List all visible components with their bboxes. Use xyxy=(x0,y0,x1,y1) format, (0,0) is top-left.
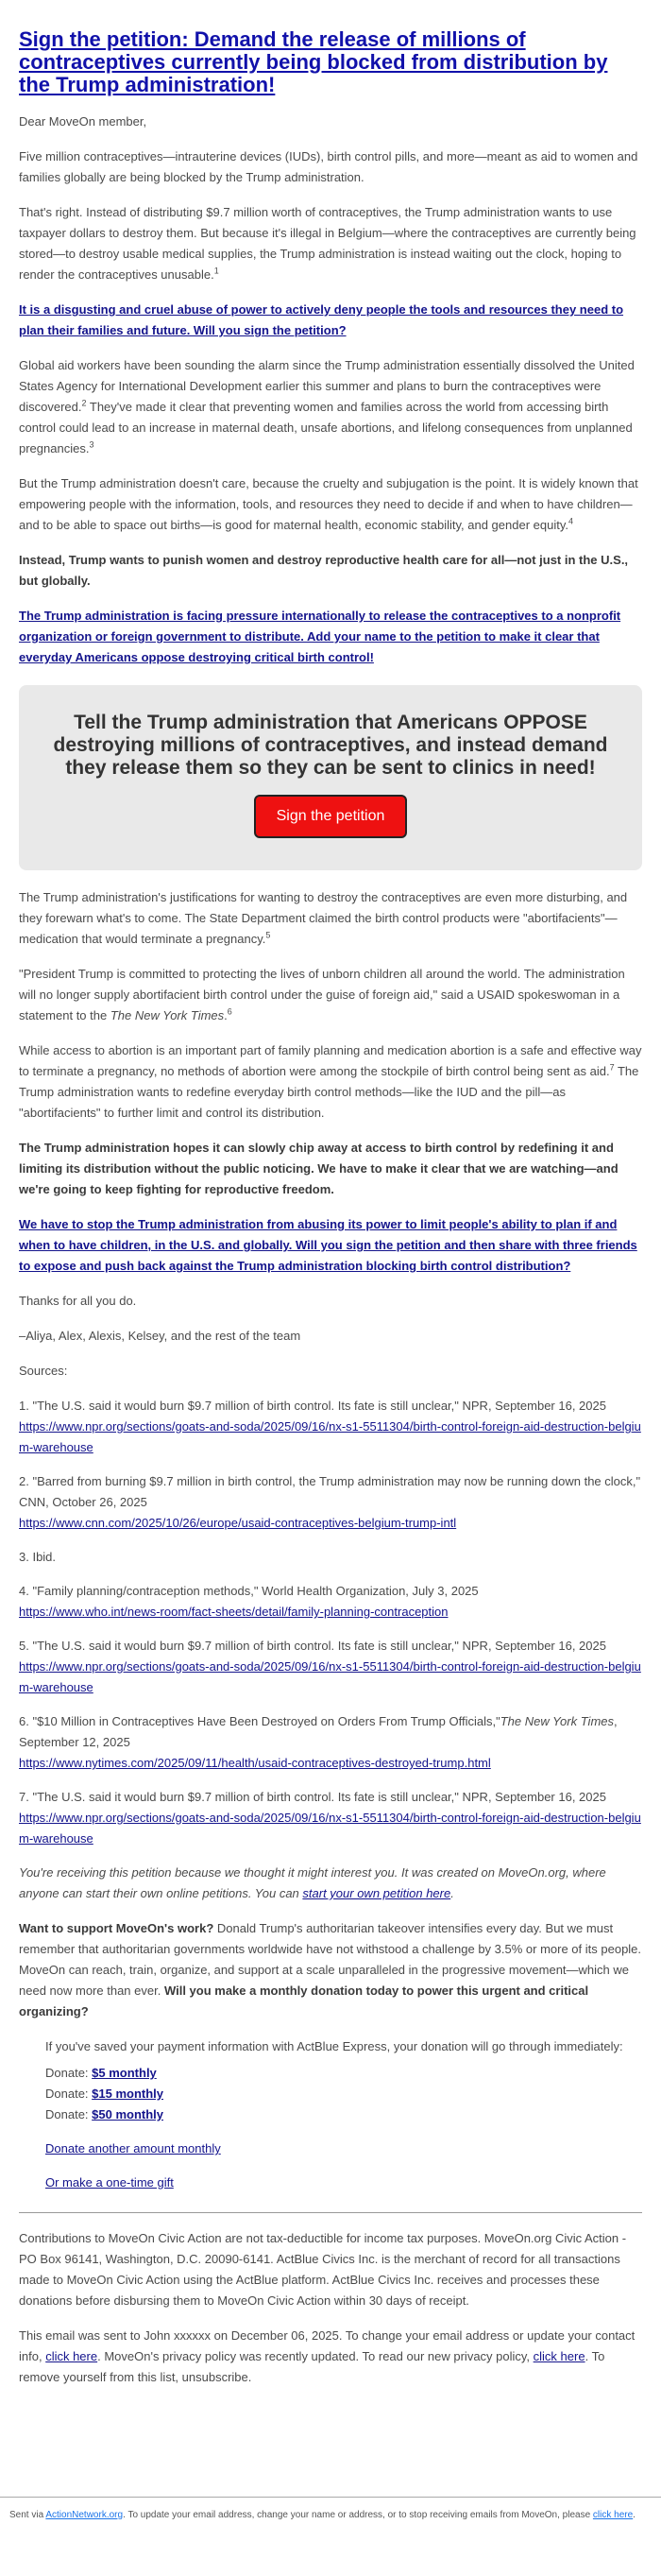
source-item xyxy=(19,1547,642,1568)
support-lead: Want to support MoveOn's work? xyxy=(19,1921,214,1935)
support-paragraph xyxy=(19,1918,642,2022)
donate-label: Donate: xyxy=(45,2087,93,2101)
receiving-note-text: You're receiving this petition because we thought it might interest you. It was created on MoveOn.org, where anyone can start their own online petitions. You can xyxy=(19,1865,606,1900)
footnote-ref: 5 xyxy=(265,930,271,940)
sent-to-text-a: This email was sent to John xxxxxx on December 06, 2025. To change your email address or update your contact info, xyxy=(19,2328,636,2363)
support-body: Donald Trump's authoritarian takeover intensifies every day. But we must remember that authoritarian governments worldwide have not withstood a challenge by 3.5% or more of its people. MoveOn can reach, train, organize, and support at a scale unparalleled in the progressive movement—which we need now more than ever. xyxy=(19,1921,642,1998)
source-date: , September 12, 2025 xyxy=(19,1714,618,1749)
donate-row xyxy=(45,2104,642,2125)
source-citation: 1. "The U.S. said it would burn $9.7 million of birth control. Its fate is still unclear," NPR, September 16, 2025 xyxy=(19,1399,606,1413)
legal-disclaimer: Contributions to MoveOn Civic Action are not tax-deductible for income tax purposes. MoveOn.org Civic Action - PO Box 96141, Washington, D.C. 20090-6141. ActBlue Civics Inc. is the merchant of record for all transactions made to MoveOn Civic Action using the ActBlue platform. ActBlue Civics Inc. receives and processes these donations before disbursing them to MoveOn Civic Action within 30 days of receipt. xyxy=(19,2231,627,2308)
donate-row xyxy=(45,2084,642,2104)
footer-text-b: . To update your email address, change your name or address, or to stop receiving emails from MoveOn, please xyxy=(123,2510,593,2520)
paragraph-cruelty xyxy=(19,473,642,536)
source-link[interactable]: https://www.nytimes.com/2025/09/11/health/usaid-contraceptives-destroyed-trump.html xyxy=(19,1756,491,1770)
donate-50-link[interactable]: $50 monthly xyxy=(92,2107,164,2121)
source-citation: 6. "$10 Million in Contraceptives Have Been Destroyed on Orders From Trump Officials," xyxy=(19,1714,500,1728)
sent-to-text-b: . MoveOn's privacy policy was recently updated. To read our new privacy policy, xyxy=(97,2349,534,2363)
start-petition-link[interactable]: start your own petition here xyxy=(302,1886,451,1900)
privacy-policy-link[interactable]: click here xyxy=(533,2349,585,2363)
footnote-ref: 4 xyxy=(568,516,573,526)
source-citation: 5. "The U.S. said it would burn $9.7 million of birth control. Its fate is still unclear," NPR, September 16, 2025 xyxy=(19,1639,606,1653)
source-link[interactable]: https://www.npr.org/sections/goats-and-soda/2025/09/16/nx-s1-5511304/birth-control-foreign-aid-destruction-belgium-warehouse xyxy=(19,1419,641,1454)
paragraph-abortion-a: While access to abortion is an important part of family planning and medication abortion is a safe and effective way to terminate a pregnancy, no methods of abortion were among the stockpile of birth control being sent as aid. xyxy=(19,1043,642,1078)
headline xyxy=(19,28,642,96)
source-citation: 7. "The U.S. said it would burn $9.7 million of birth control. Its fate is still unclear," NPR, September 16, 2025 xyxy=(19,1790,606,1804)
actionnetwork-link[interactable]: ActionNetwork.org xyxy=(45,2510,124,2520)
footer-text-a: Sent via xyxy=(9,2510,46,2520)
petition-link-3[interactable]: We have to stop the Trump administration from abusing its power to limit people's ability to plan if and when to have children, in the U.S. and globally. Will you sign the petition and then share with three friends to expose and push back against the Trump administration blocking birth control distribution? xyxy=(19,1217,637,1273)
email-body xyxy=(19,0,642,2388)
cta-heading: Tell the Trump administration that Americans OPPOSE destroying millions of contraceptives, and instead demand they release them so they can be sent to clinics in need! xyxy=(53,712,608,779)
source-publication: The New York Times xyxy=(500,1714,614,1728)
petition-link-3-wrap xyxy=(19,1214,642,1277)
petition-link-1-wrap xyxy=(19,300,642,341)
footnote-ref: 1 xyxy=(213,266,219,276)
source-citation: 2. "Barred from burning $9.7 million in birth control, the Trump administration may now be running down the clock," CNN, October 26, 2025 xyxy=(19,1474,641,1509)
paragraph-usaid-quote-a: "President Trump is committed to protecting the lives of unborn children all around the world. The administration will no longer supply abortifacient birth control under the guise of foreign aid," said a USAID spokeswoman in a statement to the xyxy=(19,967,625,1022)
footnote-ref: 7 xyxy=(609,1062,615,1073)
donate-row xyxy=(45,2063,642,2084)
source-item xyxy=(19,1787,642,1849)
sources-label: Sources: xyxy=(19,1364,68,1378)
paragraph-belgium-text: That's right. Instead of distributing $9.7 million worth of contraceptives, the Trump administration wants to use taxpayer dollars to destroy them. But because it's illegal in Belgium—where the contraceptives are currently being stored—to destroy usable medical supplies, the Trump administration is instead waiting out the clock, hoping to render the contraceptives unusable. xyxy=(19,205,636,282)
donate-once-wrap xyxy=(45,2172,642,2193)
bold-statement-2: The Trump administration hopes it can slowly chip away at access to birth control by redefining it and limiting its distribution without the public noticing. We have to make it clear that we are watching—and we're going to keep fighting for reproductive freedom. xyxy=(19,1141,619,1196)
one-time-gift-link[interactable]: Or make a one-time gift xyxy=(45,2175,174,2190)
sent-to-notice xyxy=(19,2326,642,2388)
source-item xyxy=(19,1636,642,1698)
paragraph-usaid-quote-b: . xyxy=(224,1008,228,1022)
divider xyxy=(19,2212,642,2213)
paragraph-abortion xyxy=(19,1040,642,1124)
paragraph-belgium xyxy=(19,202,642,285)
actblue-note: If you've saved your payment information with ActBlue Express, your donation will go through immediately: xyxy=(45,2039,623,2053)
footer-click-here-link[interactable]: click here xyxy=(592,2510,634,2520)
bold-statement-1: Instead, Trump wants to punish women and destroy reproductive health care for all—not just in the U.S., but globally. xyxy=(19,553,629,588)
footer-bar xyxy=(0,2497,661,2522)
donate-5-link[interactable]: $5 monthly xyxy=(92,2066,157,2080)
paragraph-cruelty-text: But the Trump administration doesn't care, because the cruelty and subjugation is the point. It is widely known that empowering people with the information, tools, and resources they need to decide if and when to have children—and to be able to space out births—is good for maternal health, economic stability, and gender equity. xyxy=(19,476,638,532)
donate-other-link[interactable]: Donate another amount monthly xyxy=(45,2141,221,2155)
petition-link-1[interactable]: It is a disgusting and cruel abuse of power to actively deny people the tools and resources they need to plan their families and future. Will you sign the petition? xyxy=(19,302,624,337)
donate-label: Donate: xyxy=(45,2066,93,2080)
thanks: Thanks for all you do. xyxy=(19,1294,137,1308)
paragraph-justifications-text: The Trump administration's justifications for wanting to destroy the contraceptives are even more disturbing, and they forewarn what's to come. The State Department claimed the birth control products were "abortifacients"—medication that would terminate a pregnancy. xyxy=(19,890,628,946)
update-contact-link[interactable]: click here xyxy=(45,2349,98,2363)
source-item xyxy=(19,1711,642,1774)
receiving-note xyxy=(19,1863,642,1904)
source-item xyxy=(19,1471,642,1534)
source-link[interactable]: https://www.cnn.com/2025/10/26/europe/usaid-contraceptives-belgium-trump-intl xyxy=(19,1516,457,1530)
paragraph-aid-workers xyxy=(19,355,642,459)
signoff: –Aliya, Alex, Alexis, Kelsey, and the rest of the team xyxy=(19,1329,301,1343)
nyt-title: The New York Times xyxy=(110,1008,225,1022)
paragraph-aid-workers-a: Global aid workers have been sounding the alarm since the Trump administration essentially dissolved the United States Agency for International Development earlier this summer and plans to burn the contraceptives were discovered. xyxy=(19,358,635,414)
paragraph-justifications xyxy=(19,887,642,950)
donate-other-wrap xyxy=(45,2138,642,2159)
petition-link-2-wrap xyxy=(19,606,642,668)
paragraph-abortion-b: The Trump administration wants to redefine everyday birth control methods—like the IUD and the pill—as "abortifacients" to further limit and control its distribution. xyxy=(19,1064,639,1120)
support-ask: Will you make a monthly donation today to power this urgent and critical organizing? xyxy=(19,1984,589,2018)
paragraph-intro: Five million contraceptives—intrauterine devices (IUDs), birth control pills, and more—meant as aid to women and families globally are being blocked by the Trump administration. xyxy=(19,149,638,184)
footer-text-c: . xyxy=(633,2510,636,2520)
sent-to-text-c: . To remove yourself from this list, unsubscribe. xyxy=(19,2349,605,2384)
greeting: Dear MoveOn member, xyxy=(19,114,147,129)
sign-petition-button[interactable]: Sign the petition xyxy=(254,795,408,838)
footnote-ref: 2 xyxy=(81,398,87,408)
donate-label: Donate: xyxy=(45,2107,93,2121)
headline-link[interactable]: Sign the petition: Demand the release of millions of contraceptives currently being blocked from distribution by the Trump administration! xyxy=(19,27,608,96)
donate-15-link[interactable]: $15 monthly xyxy=(92,2087,164,2101)
cta-box xyxy=(19,685,642,870)
source-citation: 3. Ibid. xyxy=(19,1550,57,1564)
paragraph-aid-workers-b: They've made it clear that preventing women and families across the world from accessing birth control could lead to an increase in maternal death, unsafe abortions, and lifelong consequences from unplanned pregnancies. xyxy=(19,400,633,455)
footnote-ref: 6 xyxy=(227,1006,232,1017)
source-link[interactable]: https://www.npr.org/sections/goats-and-soda/2025/09/16/nx-s1-5511304/birth-control-foreign-aid-destruction-belgium-warehouse xyxy=(19,1659,641,1694)
source-item xyxy=(19,1581,642,1623)
donate-section xyxy=(19,2036,642,2193)
source-citation: 4. "Family planning/contraception methods," World Health Organization, July 3, 2025 xyxy=(19,1584,479,1598)
source-link[interactable]: https://www.who.int/news-room/fact-sheets/detail/family-planning-contraception xyxy=(19,1605,449,1619)
source-item xyxy=(19,1396,642,1458)
petition-link-2[interactable]: The Trump administration is facing pressure internationally to release the contraceptives to a nonprofit organization or foreign government to distribute. Add your name to the petition to make it clear that everyday Americans oppose destroying critical birth control! xyxy=(19,609,621,664)
receiving-note-end: . xyxy=(450,1886,454,1900)
paragraph-usaid-quote xyxy=(19,964,642,1026)
source-link[interactable]: https://www.npr.org/sections/goats-and-soda/2025/09/16/nx-s1-5511304/birth-control-foreign-aid-destruction-belgium-warehouse xyxy=(19,1811,641,1846)
sources-list xyxy=(19,1396,642,1849)
footnote-ref: 3 xyxy=(89,439,94,450)
